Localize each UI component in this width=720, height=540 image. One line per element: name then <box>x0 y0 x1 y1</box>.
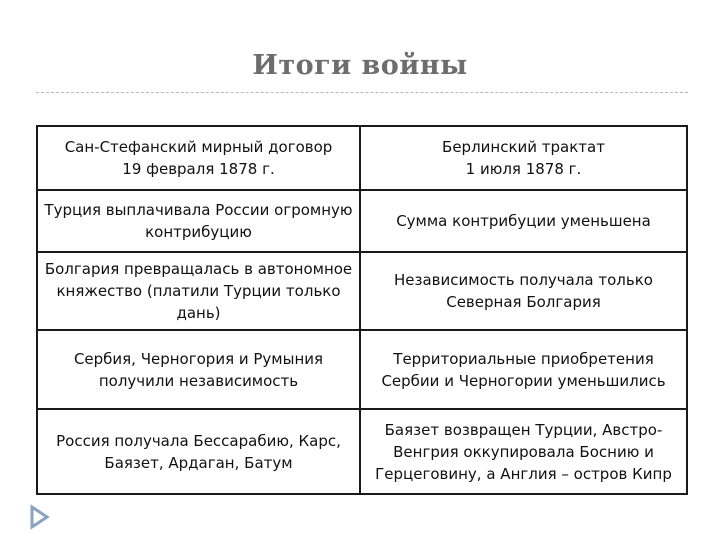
cell-san-stefano: Сербия, Черногория и Румыния получили независимость <box>37 330 360 409</box>
table-row <box>37 409 687 494</box>
cell-berlin: Сумма контрибуции уменьшена <box>360 190 687 252</box>
header-berlin-title: Берлинский трактат <box>442 138 605 156</box>
cell-san-stefano: Турция выплачивала России огромную контрибуцию <box>37 190 360 252</box>
table-row <box>37 252 687 330</box>
cell-berlin: Баязет возвращен Турции, Австро-Венгрия оккупировала Боснию и Герцеговину, а Англия – остров Кипр <box>360 409 687 494</box>
header-berlin <box>360 126 687 190</box>
header-berlin-date: 1 июля 1878 г. <box>465 160 582 178</box>
triangle-bullet-icon <box>28 504 50 530</box>
cell-san-stefano: Россия получала Бессарабию, Карс, Баязет, Ардаган, Батум <box>37 409 360 494</box>
header-san-stefano <box>37 126 360 190</box>
header-san-stefano-title: Сан-Стефанский мирный договор <box>64 138 333 156</box>
cell-berlin: Независимость получала только Северная Болгария <box>360 252 687 330</box>
header-san-stefano-date: 19 февраля 1878 г. <box>122 160 275 178</box>
cell-berlin: Территориальные приобретения Сербии и Черногории уменьшились <box>360 330 687 409</box>
cell-san-stefano: Болгария превращалась в автономное княжество (платили Турции только дань) <box>37 252 360 330</box>
slide-title: Итоги войны <box>252 50 468 81</box>
table-header-row <box>37 126 687 190</box>
table-row <box>37 190 687 252</box>
comparison-table <box>36 125 688 495</box>
title-divider <box>36 92 688 93</box>
table-row <box>37 330 687 409</box>
